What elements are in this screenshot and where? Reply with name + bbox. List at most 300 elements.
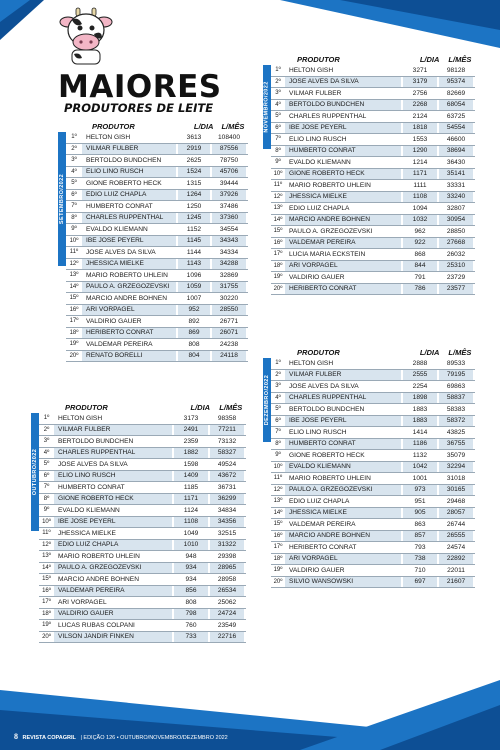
table-header [271, 53, 475, 65]
liters-per-day-cell: 1315 [186, 179, 202, 187]
liters-per-day-cell: 1264 [178, 190, 210, 201]
table-row [66, 190, 248, 202]
rank-cell: 9º [71, 226, 77, 233]
liters-per-day-cell: 1152 [186, 225, 202, 233]
liters-per-month-cell: 82669 [446, 89, 466, 97]
liters-per-day-cell: 844 [403, 261, 437, 272]
rank-cell: 4º [275, 101, 281, 108]
liters-per-day-cell: 868 [414, 250, 426, 258]
producer-name-cell: PAULO A. GRZEGOZEVSKI [285, 485, 401, 496]
liters-per-day-cell: 808 [185, 598, 197, 606]
rank-cell: 5º [71, 180, 77, 187]
liters-per-day-cell: 962 [414, 227, 426, 235]
table-row [66, 155, 248, 167]
table-row [39, 551, 246, 563]
liters-per-month-cell: 49524 [217, 460, 237, 468]
producer-name-cell: HUMBERTO CONRAT [86, 202, 153, 210]
table-row [271, 77, 475, 89]
liters-per-month-cell: 89533 [446, 359, 466, 367]
liters-per-month-cell: 31755 [212, 282, 246, 293]
producer-name-cell: VILMAR FULBER [82, 144, 176, 155]
producer-name-cell: EVALDO KLIEMANN [289, 158, 351, 166]
liters-per-month-cell: 24724 [210, 609, 244, 620]
liters-per-month-cell: 34334 [219, 248, 239, 256]
rank-cell: 16º [69, 306, 79, 313]
liters-per-day-cell: 1049 [183, 529, 199, 537]
liters-per-month-cell: 28850 [446, 227, 466, 235]
rank-cell: 11º [42, 530, 51, 537]
rank-cell: 2º [275, 78, 281, 85]
liters-per-month-cell: 36430 [446, 158, 466, 166]
liters-per-day-cell: 2625 [186, 156, 202, 164]
liters-per-month-cell: 34343 [212, 236, 246, 247]
liters-per-month-cell: 37486 [219, 202, 239, 210]
footer [14, 732, 228, 741]
liters-per-month-cell: 46600 [446, 135, 466, 143]
table-row [271, 450, 475, 462]
liters-per-month-cell: 63725 [446, 112, 466, 120]
rank-cell: 9º [43, 507, 50, 514]
liters-per-month-cell: 31018 [446, 474, 466, 482]
producer-name-cell: VILMAR FULBER [289, 89, 342, 97]
liters-per-day-cell: 1124 [183, 506, 199, 514]
producer-name-cell: VALDIRIO GAUER [86, 317, 142, 325]
liters-per-month-cell: 54554 [439, 123, 473, 134]
table-body [66, 132, 248, 362]
liters-per-day-cell: 1414 [412, 428, 428, 436]
liters-per-day-cell: 1171 [403, 169, 437, 180]
liters-per-month-cell: 45706 [212, 167, 246, 178]
liters-per-day-cell: 863 [414, 520, 426, 528]
rank-cell: 17º [273, 251, 283, 258]
header-dia: L/DIA [193, 121, 214, 131]
producer-name-cell: HELTON GISH [289, 359, 334, 367]
liters-per-month-cell: 32869 [219, 271, 239, 279]
liters-per-day-cell: 798 [174, 609, 208, 620]
liters-per-month-cell: 35141 [439, 169, 473, 180]
liters-per-day-cell: 1818 [403, 123, 437, 134]
liters-per-day-cell: 892 [188, 317, 200, 325]
producer-name-cell: IBE JOSE PEYERL [82, 236, 176, 247]
rank-cell: 18º [273, 262, 283, 269]
producer-name-cell: VALDEMAR PEREIRA [289, 520, 356, 528]
liters-per-day-cell: 905 [403, 508, 437, 519]
rank-cell: 20º [273, 578, 283, 585]
producer-name-cell: JOSE ALVES DA SILVA [58, 460, 128, 468]
rank-cell: 14º [42, 564, 51, 571]
table-row [39, 563, 246, 575]
rank-cell: 13º [273, 498, 283, 505]
table-row [66, 270, 248, 282]
table-row [39, 448, 246, 460]
producer-name-cell: EDIO LUIZ CHAPLA [82, 190, 176, 201]
liters-per-month-cell: 26744 [446, 520, 466, 528]
rank-cell: 2º [43, 426, 50, 433]
liters-per-day-cell: 2124 [412, 112, 428, 120]
table-row [271, 123, 475, 135]
liters-per-month-cell: 24238 [219, 340, 239, 348]
producer-name-cell: VALDIRIO GAUER [289, 273, 345, 281]
title-block [58, 69, 248, 115]
page-title: MAIORES [58, 69, 222, 105]
liters-per-month-cell: 22892 [439, 554, 473, 565]
producer-name-cell: ELIO LINO RUSCH [82, 167, 176, 178]
liters-per-day-cell: 857 [403, 531, 437, 542]
liters-per-month-cell: 43825 [446, 428, 466, 436]
month-tab: NOVEMBRO/2022 [263, 65, 271, 149]
table-row [66, 224, 248, 236]
producer-name-cell: BERTOLDO BUNDCHEN [86, 156, 162, 164]
producer-name-cell: ARI VORPAGEL [82, 305, 176, 316]
table-body [271, 358, 475, 588]
rank-cell: 8º [275, 147, 281, 154]
table-row [39, 517, 246, 529]
liters-per-day-cell: 1883 [412, 405, 428, 413]
liters-per-day-cell: 3173 [183, 414, 199, 422]
producer-name-cell: ELIO LINO RUSCH [289, 428, 347, 436]
table-row [271, 542, 475, 554]
rank-cell: 19º [273, 274, 283, 281]
liters-per-day-cell: 2888 [412, 359, 428, 367]
liters-per-day-cell: 1290 [403, 146, 437, 157]
producer-name-cell: BERTOLDO BUNDCHEN [285, 100, 401, 111]
table-row [271, 146, 475, 158]
table-row [271, 565, 475, 577]
liters-per-day-cell: 3271 [412, 66, 428, 74]
header-produtor: PRODUTOR [92, 121, 135, 131]
table-body [39, 413, 246, 643]
producer-name-cell: VALDEMAR PEREIRA [86, 340, 153, 348]
rank-cell: 11º [273, 475, 283, 482]
producer-name-cell: LUCIA MARIA ECKSTEIN [289, 250, 366, 258]
producer-name-cell: VALDEMAR PEREIRA [285, 238, 401, 249]
header-produtor: PRODUTOR [65, 402, 108, 412]
liters-per-month-cell: 32294 [439, 462, 473, 473]
table-row [66, 132, 248, 144]
liters-per-day-cell: 3179 [403, 77, 437, 88]
rank-cell: 3º [71, 157, 77, 164]
rank-cell: 15º [273, 521, 283, 528]
producer-name-cell: VILSON JANDIR FINKEN [54, 632, 172, 643]
table-row [66, 178, 248, 190]
producer-name-cell: CHARLES RUPPENTHAL [289, 112, 367, 120]
rank-cell: 19º [273, 567, 283, 574]
table-row [66, 236, 248, 248]
rank-cell: 20º [273, 285, 283, 292]
producer-name-cell: HUMBERTO CONRAT [285, 439, 401, 450]
liters-per-month-cell: 24118 [212, 351, 246, 362]
liters-per-day-cell: 697 [403, 577, 437, 588]
rank-cell: 1º [71, 134, 77, 141]
liters-per-day-cell: 1409 [174, 471, 208, 482]
liters-per-month-cell: 33240 [439, 192, 473, 203]
month-tab: SETEMBRO/2022 [58, 132, 66, 266]
table-row [271, 427, 475, 439]
table-row [271, 157, 475, 169]
liters-per-month-cell: 87556 [212, 144, 246, 155]
liters-per-month-cell: 26534 [210, 586, 244, 597]
rank-cell: 1º [275, 360, 281, 367]
producer-name-cell: JOSE ALVES DA SILVA [285, 77, 401, 88]
rank-cell: 18º [69, 329, 79, 336]
liters-per-day-cell: 1007 [186, 294, 202, 302]
liters-per-month-cell: 32515 [217, 529, 237, 537]
producer-name-cell: JHESSICA MIELKE [285, 192, 401, 203]
rank-cell: 11º [273, 182, 283, 189]
header-mes: L/MÊS [219, 402, 243, 412]
table-row [271, 169, 475, 181]
liters-per-month-cell: 25310 [439, 261, 473, 272]
table-row [271, 134, 475, 146]
table-row [39, 505, 246, 517]
liters-per-month-cell: 23577 [439, 284, 473, 295]
producer-name-cell: BERTOLDO BUNDCHEN [289, 405, 365, 413]
table-row [271, 261, 475, 273]
liters-per-month-cell: 31322 [210, 540, 244, 551]
liters-per-month-cell: 32807 [446, 204, 466, 212]
table-row [271, 496, 475, 508]
producer-name-cell: IBE JOSE PEYERL [285, 123, 401, 134]
liters-per-day-cell: 1553 [412, 135, 428, 143]
rank-cell: 14º [273, 509, 283, 516]
rank-cell: 12º [273, 193, 283, 200]
producer-name-cell: GIONE ROBERTO HECK [86, 179, 162, 187]
liters-per-day-cell: 973 [403, 485, 437, 496]
producer-name-cell: HUMBERTO CONRAT [58, 483, 125, 491]
liters-per-month-cell: 30165 [439, 485, 473, 496]
liters-per-day-cell: 1108 [403, 192, 437, 203]
liters-per-day-cell: 738 [403, 554, 437, 565]
liters-per-day-cell: 1598 [183, 460, 199, 468]
rank-cell: 20º [69, 352, 79, 359]
producer-name-cell: ARI VORPAGEL [285, 261, 401, 272]
rank-cell: 10º [273, 463, 283, 470]
table-row [271, 473, 475, 485]
rank-cell: 8º [43, 495, 50, 502]
liters-per-day-cell: 1214 [412, 158, 428, 166]
table-row [271, 393, 475, 405]
liters-per-day-cell: 948 [185, 552, 197, 560]
liters-per-month-cell: 69863 [446, 382, 466, 390]
edition-info: | EDIÇÃO 126 • OUTUBRO/NOVEMBRO/DEZEMBRO 2022 [80, 735, 228, 741]
liters-per-day-cell: 952 [178, 305, 210, 316]
table-row [39, 540, 246, 552]
table-row [39, 528, 246, 540]
rank-cell: 12º [273, 486, 283, 493]
liters-per-month-cell: 34288 [212, 259, 246, 270]
producer-name-cell: MARIO ROBERTO UHLEIN [289, 181, 371, 189]
rank-cell: 16º [273, 239, 283, 246]
table-row [66, 339, 248, 351]
liters-per-day-cell: 791 [414, 273, 426, 281]
header-dia: L/DIA [419, 347, 440, 357]
liters-per-day-cell: 2491 [174, 425, 208, 436]
table-row [271, 238, 475, 250]
producer-name-cell: MARCIO ANDRE BOHNEN [58, 575, 139, 583]
liters-per-day-cell: 733 [174, 632, 208, 643]
rank-cell: 13º [69, 272, 79, 279]
table-row [39, 609, 246, 621]
table-row [66, 282, 248, 294]
rank-cell: 6º [275, 124, 281, 131]
table-row [66, 213, 248, 225]
month-tab: OUTUBRO/2022 [31, 413, 39, 531]
producer-name-cell: MARIO ROBERTO UHLEIN [58, 552, 140, 560]
producer-name-cell: VALDEMAR PEREIRA [54, 586, 172, 597]
rank-cell: 7º [275, 136, 281, 143]
liters-per-month-cell: 34554 [219, 225, 239, 233]
producer-name-cell: JHESSICA MIELKE [82, 259, 176, 270]
producer-name-cell: JOSE ALVES DA SILVA [289, 382, 359, 390]
rank-cell: 1º [43, 415, 50, 422]
liters-per-day-cell: 1186 [403, 439, 437, 450]
table-row [271, 404, 475, 416]
rank-cell: 4º [43, 449, 50, 456]
liters-per-month-cell: 73132 [217, 437, 237, 445]
table-body [271, 65, 475, 295]
liters-per-month-cell: 22011 [447, 566, 465, 574]
producer-name-cell: GIONE ROBERTO HECK [54, 494, 172, 505]
liters-per-day-cell: 1094 [412, 204, 428, 212]
table-row [39, 459, 246, 471]
rank-cell: 7º [43, 484, 50, 491]
liters-per-day-cell: 1882 [174, 448, 208, 459]
liters-per-day-cell: 1108 [174, 517, 208, 528]
liters-per-month-cell: 24574 [446, 543, 466, 551]
rank-cell: 3º [275, 383, 281, 390]
liters-per-month-cell: 29468 [446, 497, 466, 505]
liters-per-month-cell: 30220 [219, 294, 239, 302]
producer-name-cell: CHARLES RUPPENTHAL [285, 393, 401, 404]
table-row [271, 192, 475, 204]
table-row [39, 482, 246, 494]
rank-cell: 15º [42, 576, 51, 583]
producer-name-cell: MARIO ROBERTO UHLEIN [289, 474, 371, 482]
producer-name-cell: EDIO LUIZ CHAPLA [289, 204, 350, 212]
table-header [271, 346, 475, 358]
rank-cell: 18º [42, 610, 51, 617]
liters-per-month-cell: 37926 [212, 190, 246, 201]
liters-per-day-cell: 710 [414, 566, 426, 574]
table-row [39, 425, 246, 437]
table-row [271, 508, 475, 520]
producer-name-cell: BERTOLDO BUNDCHEN [58, 437, 134, 445]
rank-cell: 4º [275, 394, 281, 401]
rank-cell: 14º [273, 216, 283, 223]
header-dia: L/DIA [190, 402, 211, 412]
table-row [66, 247, 248, 259]
rank-cell: 19º [42, 622, 51, 629]
table-row [271, 370, 475, 382]
rank-cell: 13º [42, 553, 51, 560]
rank-cell: 17º [69, 318, 79, 325]
table-row [271, 381, 475, 393]
table-row [271, 462, 475, 474]
rank-cell: 10º [69, 237, 79, 244]
liters-per-month-cell: 27668 [439, 238, 473, 249]
producer-name-cell: VALDIRIO GAUER [54, 609, 172, 620]
liters-per-day-cell: 1171 [174, 494, 208, 505]
liters-per-month-cell: 23729 [446, 273, 466, 281]
producer-name-cell: HERIBERTO CONRAT [285, 284, 401, 295]
liters-per-day-cell: 2268 [403, 100, 437, 111]
producer-name-cell: CHARLES RUPPENTHAL [82, 213, 176, 224]
table-row [66, 328, 248, 340]
liters-per-day-cell: 808 [188, 340, 200, 348]
liters-per-day-cell: 1096 [186, 271, 202, 279]
producer-name-cell: PAULO A. GRZEGOZEVSKI [82, 282, 176, 293]
producer-name-cell: VALDIRIO GAUER [289, 566, 345, 574]
table-row [271, 249, 475, 261]
liters-per-day-cell: 2756 [412, 89, 428, 97]
liters-per-month-cell: 28550 [212, 305, 246, 316]
liters-per-month-cell: 34356 [210, 517, 244, 528]
liters-per-month-cell: 22716 [210, 632, 244, 643]
rank-cell: 1º [275, 67, 281, 74]
header-dia: L/DIA [419, 54, 440, 64]
table-row [271, 226, 475, 238]
table-row [271, 577, 475, 589]
liters-per-month-cell: 98128 [446, 66, 466, 74]
liters-per-day-cell: 2254 [412, 382, 428, 390]
table-row [39, 413, 246, 425]
table-row [271, 65, 475, 77]
page-subtitle: PRODUTORES DE LEITE [64, 101, 214, 115]
liters-per-month-cell: 78750 [219, 156, 239, 164]
table-row [271, 416, 475, 428]
liters-per-day-cell: 922 [403, 238, 437, 249]
liters-per-month-cell: 35079 [446, 451, 466, 459]
rank-cell: 20º [42, 633, 51, 640]
table-row [66, 305, 248, 317]
liters-per-day-cell: 793 [414, 543, 426, 551]
producer-name-cell: EDIO LUIZ CHAPLA [289, 497, 350, 505]
producer-name-cell: HELTON GISH [58, 414, 103, 422]
producer-name-cell: HERIBERTO CONRAT [289, 543, 357, 551]
rank-cell: 7º [71, 203, 77, 210]
liters-per-month-cell: 43672 [210, 471, 244, 482]
rank-cell: 5º [275, 113, 281, 120]
liters-per-day-cell: 2555 [403, 370, 437, 381]
liters-per-month-cell: 58372 [439, 416, 473, 427]
producer-name-cell: IBE JOSE PEYERL [285, 416, 401, 427]
rank-cell: 10º [42, 518, 51, 525]
header-mes: L/MÊS [448, 54, 472, 64]
liters-per-day-cell: 1145 [178, 236, 210, 247]
rank-cell: 6º [43, 472, 50, 479]
liters-per-day-cell: 1245 [178, 213, 210, 224]
liters-per-month-cell: 58327 [210, 448, 244, 459]
table-row [66, 351, 248, 363]
liters-per-day-cell: 1185 [183, 483, 199, 491]
liters-per-day-cell: 1042 [403, 462, 437, 473]
table-row [271, 203, 475, 215]
liters-per-month-cell: 58383 [446, 405, 466, 413]
rank-cell: 12º [69, 260, 79, 267]
liters-per-month-cell: 28965 [210, 563, 244, 574]
liters-per-day-cell: 1524 [178, 167, 210, 178]
liters-per-month-cell: 28057 [439, 508, 473, 519]
producer-name-cell: JHESSICA MIELKE [58, 529, 116, 537]
rank-cell: 18º [273, 555, 283, 562]
table-row [271, 519, 475, 531]
liters-per-month-cell: 77211 [210, 425, 244, 436]
month-tab: DEZEMBRO/2022 [263, 358, 271, 442]
liters-per-month-cell: 98358 [217, 414, 237, 422]
rank-cell: 14º [69, 283, 79, 290]
liters-per-month-cell: 29398 [217, 552, 237, 560]
rank-cell: 15º [273, 228, 283, 235]
